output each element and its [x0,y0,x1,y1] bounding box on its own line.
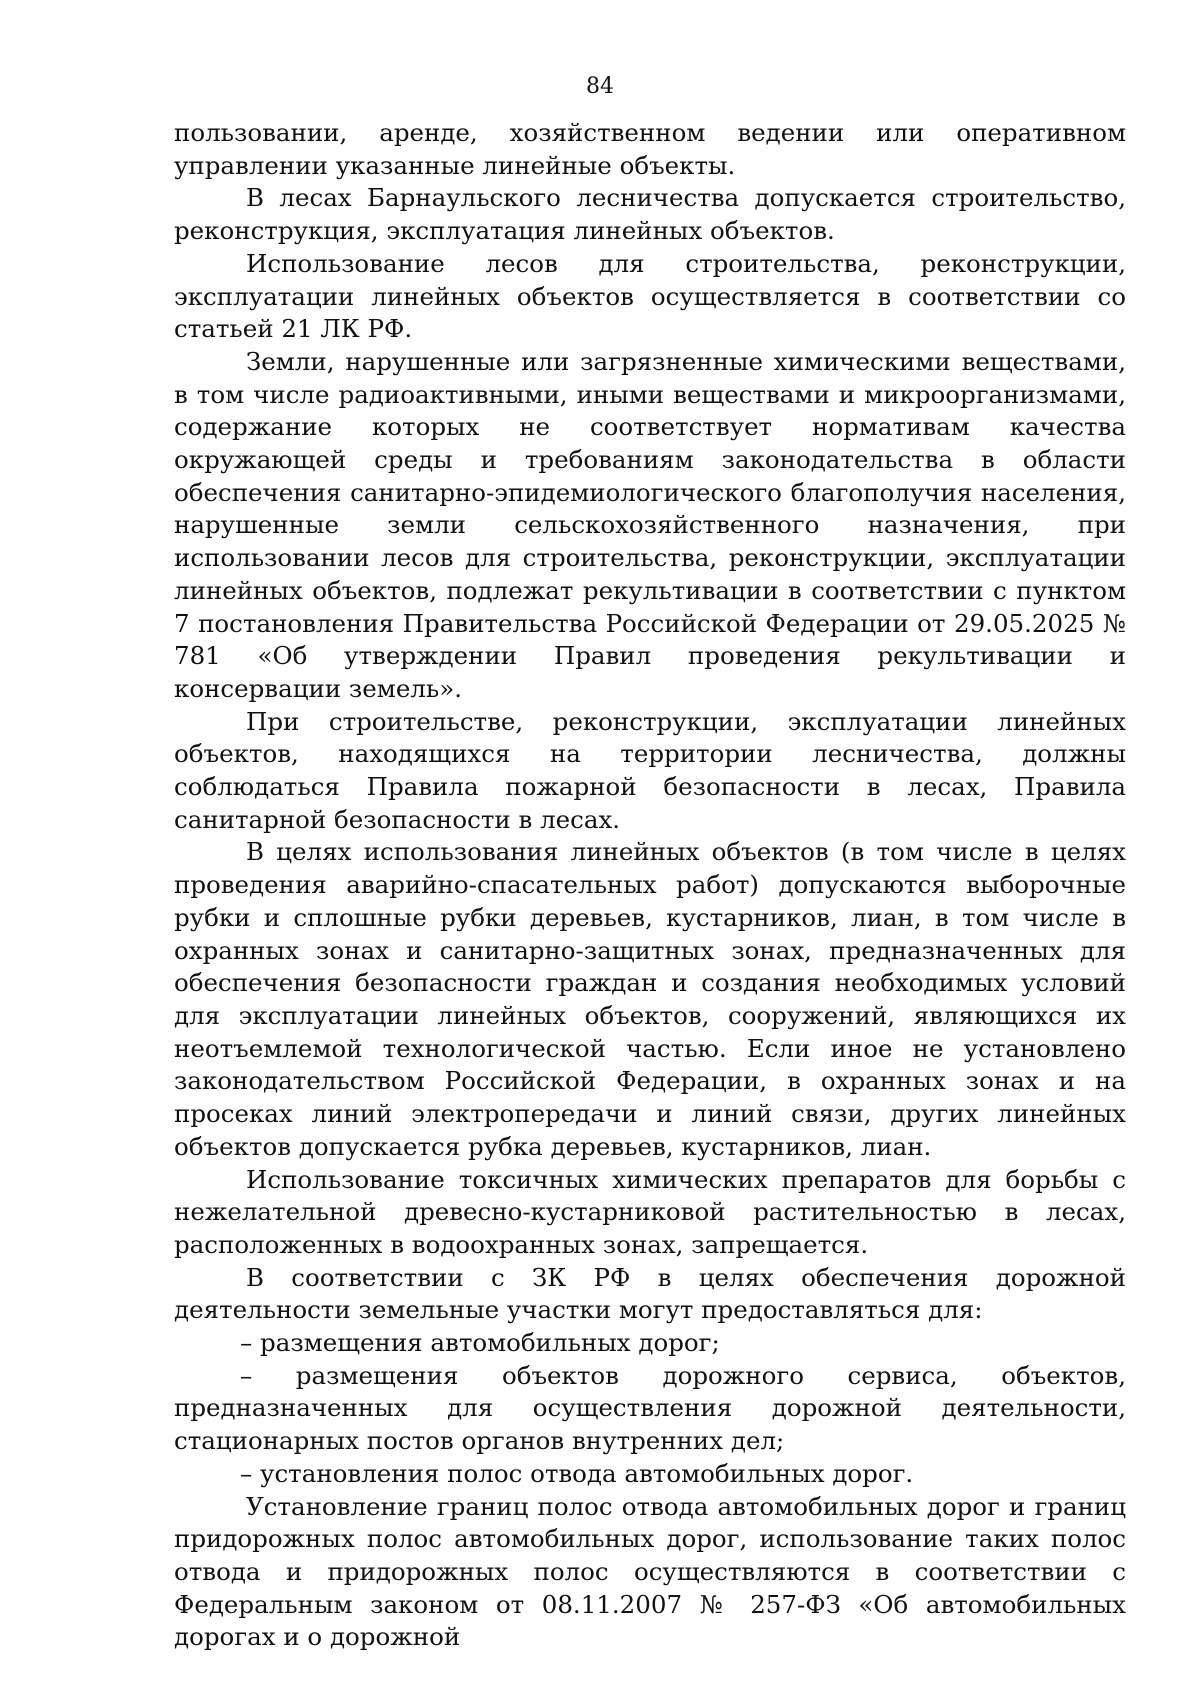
paragraph-continuation: пользовании, аренде, хозяйственном ведении или оперативном управлении указанные линейные объекты. [174,118,1126,180]
document-body [174,117,1126,1654]
paragraph-fire-safety-rules: При строительстве, реконструкции, эксплуатации линейных объектов, находящихся на территории лесничества, должны соблюдаться Правила пожарной безопасности в лесах, Правила санитарной безопасности в лесах. [174,706,1126,834]
paragraph-road-activity: В соответствии с ЗК РФ в целях обеспечения дорожной деятельности земельные участки могут предоставляться для: [174,1262,1126,1325]
paragraph-federal-law-257: Установление границ полос отвода автомобильных дорог и границ придорожных полос автомобильных дорог, использование таких полос отвода и придорожных полос осуществляются в соответствии с Федеральным законом от 08.11.2007 № 257-ФЗ «Об автомобильных дорогах и о дорожной [174,1491,1126,1652]
page-number: 84 [586,74,614,99]
paragraph-barnaul-forestry: В лесах Барнаульского лесничества допускается строительство, реконструкция, эксплуатация линейных объектов. [174,183,1126,246]
list-item-roads: – размещения автомобильных дорог; [240,1328,720,1358]
paragraph-land-recultivation: Земли, нарушенные или загрязненные химическими веществами, в том числе радиоактивными, иными веществами и микроорганизмами, содержание которых не соответствует нормативам качества окружающей среды и требованиям законодательства в области обеспечения санитарно-эпидемиологического благополучия населения, нарушенные земли сельскохозяйственного назначения, при использовании лесов для строительства, реконструкции, эксплуатации линейных объектов, подлежат рекультивации в соответствии с пунктом 7 постановления Правительства Российской Федерации от 29.05.2025 № 781 «Об утверждении Правил проведения рекультивации и консервации земель». [174,346,1126,703]
paragraph-forest-use-article-21: Использование лесов для строительства, реконструкции, эксплуатации линейных объектов осуществляется в соответствии со статьей 21 ЛК РФ. [174,248,1126,344]
paragraph-toxic-chemicals: Использование токсичных химических препаратов для борьбы с нежелательной древесно-кустарниковой растительностью в лесах, расположенных в водоохранных зонах, запрещается. [174,1164,1126,1259]
list-item-right-of-way: – установления полос отвода автомобильных дорог. [240,1458,914,1488]
paragraph-tree-felling: В целях использования линейных объектов (в том числе в целях проведения аварийно-спасательных работ) допускаются выборочные рубки и сплошные рубки деревьев, кустарников, лиан, в том числе в охранных зонах и санитарно-защитных зонах, предназначенных для обеспечения безопасности граждан и создания необходимых условий для эксплуатации линейных объектов, сооружений, являющихся их неотъемлемой технологической частью. Если иное не установлено законодательством Российской Федерации, в охранных зонах и на просеках линий электропередачи и линий связи, других линейных объектов допускается рубка деревьев, кустарников, лиан. [174,837,1126,1161]
list-item-road-service: – размещения объектов дорожного сервиса, объектов, предназначенных для осуществления дорожной деятельности, стационарных постов органов внутренних дел; [174,1360,1126,1456]
